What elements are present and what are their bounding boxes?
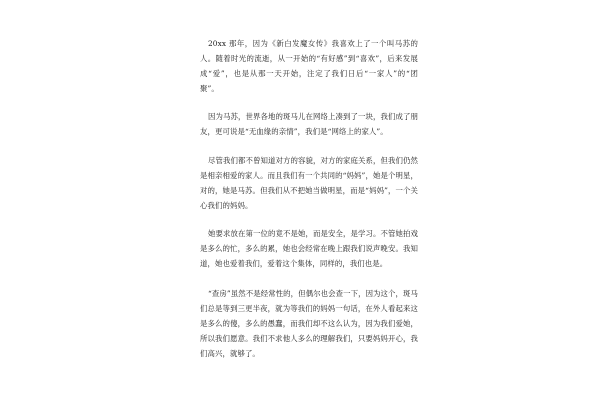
paragraph-2 xyxy=(200,109,418,139)
paragraph-2-text: 因为马苏，世界各地的斑马儿在网络上凑到了一块，我们成了朋友，更可说是“无血缘的亲情”，我们是“网络上的家人”。 xyxy=(200,112,418,136)
paragraph-5-text: “查房”虽然不是经常性的，但偶尔也会查一下，因为这个，斑马们总是等到三更半夜，就为等我们的妈妈一句话，在外人看起来这是多么的傻，多么的愚蠢，而我们却不这么认为，因为我们爱她，所以我们愿意。我们不求他人多么的理解我们，只要妈妈开心，我们高兴，就够了。 xyxy=(200,289,419,358)
paragraph-1 xyxy=(200,36,418,96)
paragraph-3-text: 尽管我们都不曾知道对方的容貌，对方的家庭关系，但我们仍然是相亲相爱的家人。而且我们有一个共同的“妈妈”，她是个明星，对的，她是马苏。但我们从不把她当做明星，而是“妈妈”，一个关心我们的妈妈。 xyxy=(200,156,418,210)
paragraph-4-text: 她要求放在第一位的竟不是她，而是安全，是学习。不管她拍戏是多么的忙，多么的累，她也会经常在晚上跟我们说声晚安。我知道，她也爱着我们，爱着这个集体，同样的，我们也是。 xyxy=(200,229,418,268)
paragraph-3 xyxy=(200,153,418,213)
paragraph-5 xyxy=(200,286,418,361)
paragraph-4 xyxy=(200,226,418,271)
paragraph-1-text: 20xx 那年，因为《新白发魔女传》我喜欢上了一个叫马苏的人。随着时光的流逝，从一开始的“有好感”到“喜欢”，后来发展成“爱”，也是从那一天开始，注定了我们日后“一家人”的“团聚”。 xyxy=(200,39,418,93)
